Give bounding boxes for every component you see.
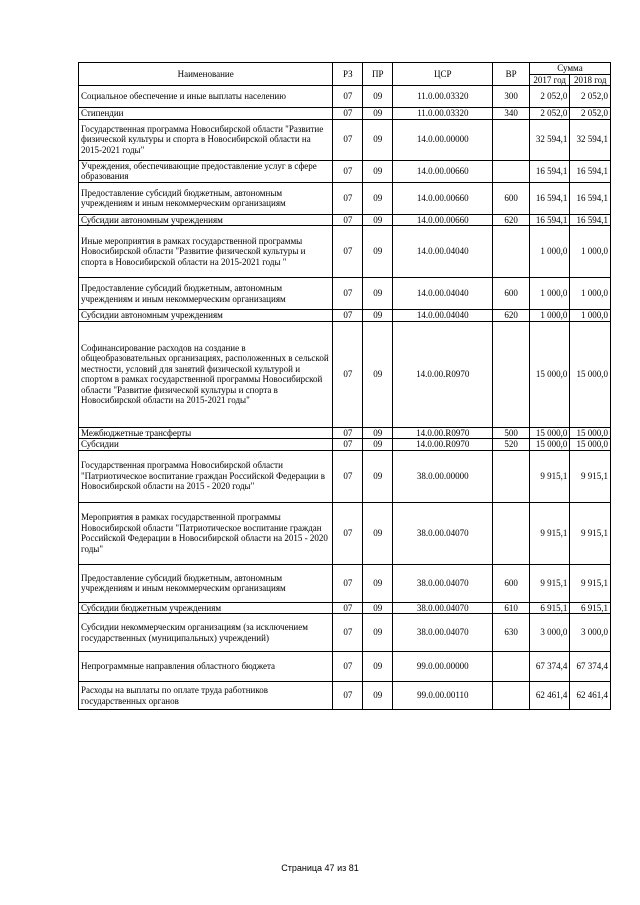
cell-name: Субсидии бюджетным учреждениям [79, 602, 333, 614]
cell-csr: 38.0.00.04070 [393, 602, 493, 614]
cell-sum-2018: 15 000,0 [570, 427, 611, 439]
cell-pr: 09 [363, 226, 393, 278]
table-row [79, 564, 611, 602]
cell-sum-2018: 16 594,1 [570, 160, 611, 182]
cell-vr: 600 [493, 278, 530, 310]
budget-table-container [78, 62, 611, 710]
cell-rz: 07 [333, 310, 363, 322]
cell-name: Учреждения, обеспечивающие предоставление услуг в сфере образования [79, 160, 333, 182]
cell-name: Субсидии автономным учреждениям [79, 214, 333, 226]
cell-name: Государственная программа Новосибирской области "Развитие физической культуры и спорта в Новосибирской области на 2015-2021 годы" [79, 119, 333, 160]
cell-pr: 09 [363, 214, 393, 226]
cell-rz: 07 [333, 86, 363, 108]
cell-rz: 07 [333, 602, 363, 614]
cell-pr: 09 [363, 310, 393, 322]
cell-sum-2018: 15 000,0 [570, 439, 611, 451]
cell-vr [493, 160, 530, 182]
cell-vr: 520 [493, 439, 530, 451]
cell-pr: 09 [363, 602, 393, 614]
cell-csr: 99.0.00.00110 [393, 682, 493, 710]
cell-csr: 38.0.00.04070 [393, 614, 493, 652]
cell-sum-2018: 6 915,1 [570, 602, 611, 614]
cell-pr: 09 [363, 160, 393, 182]
cell-vr: 300 [493, 86, 530, 108]
table-row [79, 119, 611, 160]
cell-sum-2018: 9 915,1 [570, 502, 611, 564]
table-header [79, 63, 611, 86]
table-row [79, 439, 611, 451]
table-row [79, 182, 611, 214]
cell-csr: 14.0.00.00000 [393, 119, 493, 160]
table-body [79, 86, 611, 710]
cell-sum-2017: 9 915,1 [529, 502, 570, 564]
cell-name: Субсидии некоммерческим организациям (за исключением государственных (муниципальных) учреждений) [79, 614, 333, 652]
cell-rz: 07 [333, 614, 363, 652]
cell-csr: 14.0.00.04040 [393, 278, 493, 310]
cell-sum-2017: 2 052,0 [529, 108, 570, 120]
cell-rz: 07 [333, 450, 363, 502]
cell-name: Иные мероприятия в рамках государственной программы Новосибирской области "Развитие физической культуры и спорта в Новосибирской области на 2015-2021 годы " [79, 226, 333, 278]
table-row [79, 86, 611, 108]
header-pr: ПР [363, 63, 393, 86]
cell-sum-2017: 16 594,1 [529, 160, 570, 182]
cell-csr: 99.0.00.00000 [393, 652, 493, 682]
table-row [79, 652, 611, 682]
cell-sum-2017: 9 915,1 [529, 450, 570, 502]
cell-sum-2017: 15 000,0 [529, 439, 570, 451]
cell-sum-2017: 1 000,0 [529, 226, 570, 278]
cell-pr: 09 [363, 119, 393, 160]
cell-sum-2017: 9 915,1 [529, 564, 570, 602]
cell-rz: 07 [333, 427, 363, 439]
cell-rz: 07 [333, 160, 363, 182]
cell-rz: 07 [333, 564, 363, 602]
cell-name: Мероприятия в рамках государственной программы Новосибирской области "Патриотическое воспитание граждан Российской Федерации в Новосибирской области на 2015 - 2020 годы" [79, 502, 333, 564]
cell-name: Социальное обеспечение и иные выплаты населению [79, 86, 333, 108]
cell-pr: 09 [363, 278, 393, 310]
cell-rz: 07 [333, 682, 363, 710]
cell-sum-2017: 6 915,1 [529, 602, 570, 614]
cell-csr: 14.0.00.R0970 [393, 427, 493, 439]
cell-vr [493, 226, 530, 278]
cell-name: Субсидии автономным учреждениям [79, 310, 333, 322]
cell-csr: 11.0.00.03320 [393, 108, 493, 120]
cell-name: Предоставление субсидий бюджетным, автономным учреждениям и иным некоммерческим организациям [79, 564, 333, 602]
cell-vr: 630 [493, 614, 530, 652]
cell-rz: 07 [333, 214, 363, 226]
cell-pr: 09 [363, 86, 393, 108]
cell-rz: 07 [333, 226, 363, 278]
cell-sum-2018: 67 374,4 [570, 652, 611, 682]
cell-sum-2018: 16 594,1 [570, 182, 611, 214]
cell-csr: 14.0.00.00660 [393, 160, 493, 182]
cell-sum-2017: 1 000,0 [529, 310, 570, 322]
cell-rz: 07 [333, 652, 363, 682]
header-year-2018: 2018 год [570, 74, 611, 86]
cell-rz: 07 [333, 182, 363, 214]
header-rz: РЗ [333, 63, 363, 86]
cell-vr: 600 [493, 182, 530, 214]
cell-sum-2017: 2 052,0 [529, 86, 570, 108]
header-year-2017: 2017 год [529, 74, 570, 86]
table-row [79, 427, 611, 439]
header-vr: ВР [493, 63, 530, 86]
cell-csr: 14.0.00.00660 [393, 214, 493, 226]
cell-sum-2018: 2 052,0 [570, 108, 611, 120]
table-row [79, 614, 611, 652]
cell-rz: 07 [333, 321, 363, 427]
cell-sum-2017: 15 000,0 [529, 321, 570, 427]
cell-csr: 11.0.00.03320 [393, 86, 493, 108]
cell-rz: 07 [333, 439, 363, 451]
cell-vr: 610 [493, 602, 530, 614]
cell-sum-2017: 32 594,1 [529, 119, 570, 160]
cell-vr [493, 119, 530, 160]
cell-pr: 09 [363, 682, 393, 710]
cell-sum-2018: 32 594,1 [570, 119, 611, 160]
cell-name: Расходы на выплаты по оплате труда работников государственных органов [79, 682, 333, 710]
header-csr: ЦСР [393, 63, 493, 86]
cell-rz: 07 [333, 502, 363, 564]
table-row [79, 321, 611, 427]
table-row [79, 226, 611, 278]
cell-pr: 09 [363, 108, 393, 120]
cell-vr [493, 502, 530, 564]
cell-rz: 07 [333, 108, 363, 120]
cell-sum-2018: 1 000,0 [570, 310, 611, 322]
cell-sum-2018: 15 000,0 [570, 321, 611, 427]
cell-sum-2017: 16 594,1 [529, 214, 570, 226]
cell-sum-2018: 1 000,0 [570, 278, 611, 310]
cell-vr: 500 [493, 427, 530, 439]
cell-pr: 09 [363, 182, 393, 214]
cell-vr [493, 652, 530, 682]
cell-csr: 14.0.00.R0970 [393, 439, 493, 451]
cell-csr: 14.0.00.04040 [393, 226, 493, 278]
cell-pr: 09 [363, 614, 393, 652]
cell-name: Государственная программа Новосибирской области "Патриотическое воспитание граждан Российской Федерации в Новосибирской области на 2015 - 2020 годы" [79, 450, 333, 502]
cell-name: Непрограммные направления областного бюджета [79, 652, 333, 682]
cell-vr [493, 450, 530, 502]
cell-vr [493, 321, 530, 427]
table-row [79, 502, 611, 564]
cell-vr: 620 [493, 310, 530, 322]
cell-sum-2018: 9 915,1 [570, 564, 611, 602]
table-row [79, 682, 611, 710]
header-name: Наименование [79, 63, 333, 86]
cell-name: Предоставление субсидий бюджетным, автономным учреждениям и иным некоммерческим организациям [79, 182, 333, 214]
cell-pr: 09 [363, 321, 393, 427]
table-row [79, 160, 611, 182]
cell-pr: 09 [363, 652, 393, 682]
cell-vr [493, 682, 530, 710]
cell-rz: 07 [333, 278, 363, 310]
cell-pr: 09 [363, 450, 393, 502]
table-row [79, 214, 611, 226]
cell-pr: 09 [363, 439, 393, 451]
cell-vr: 620 [493, 214, 530, 226]
cell-sum-2017: 67 374,4 [529, 652, 570, 682]
table-row [79, 310, 611, 322]
cell-vr: 600 [493, 564, 530, 602]
cell-csr: 38.0.00.04070 [393, 564, 493, 602]
cell-rz: 07 [333, 119, 363, 160]
cell-csr: 14.0.00.04040 [393, 310, 493, 322]
cell-name: Софинансирование расходов на создание в общеобразовательных организациях, расположенных в сельской местности, условий для занятий физической культурой и спортом в рамках государственной программы Новосибирской области "Развитие физической культуры и спорта в Новосибирской области на 2015-2021 годы" [79, 321, 333, 427]
page-number: Страница 47 из 81 [281, 863, 359, 873]
table-row [79, 602, 611, 614]
cell-sum-2018: 62 461,4 [570, 682, 611, 710]
cell-pr: 09 [363, 564, 393, 602]
cell-sum-2018: 3 000,0 [570, 614, 611, 652]
cell-pr: 09 [363, 427, 393, 439]
cell-sum-2017: 15 000,0 [529, 427, 570, 439]
table-row [79, 450, 611, 502]
cell-name: Предоставление субсидий бюджетным, автономным учреждениям и иным некоммерческим организациям [79, 278, 333, 310]
cell-sum-2018: 16 594,1 [570, 214, 611, 226]
table-row [79, 278, 611, 310]
cell-sum-2017: 16 594,1 [529, 182, 570, 214]
budget-table [78, 62, 611, 710]
table-row [79, 108, 611, 120]
cell-csr: 38.0.00.00000 [393, 450, 493, 502]
cell-csr: 14.0.00.R0970 [393, 321, 493, 427]
cell-sum-2018: 1 000,0 [570, 226, 611, 278]
cell-name: Субсидии [79, 439, 333, 451]
cell-sum-2018: 9 915,1 [570, 450, 611, 502]
cell-sum-2017: 62 461,4 [529, 682, 570, 710]
cell-sum-2017: 3 000,0 [529, 614, 570, 652]
cell-sum-2018: 2 052,0 [570, 86, 611, 108]
cell-pr: 09 [363, 502, 393, 564]
cell-vr: 340 [493, 108, 530, 120]
cell-name: Стипендии [79, 108, 333, 120]
cell-csr: 38.0.00.04070 [393, 502, 493, 564]
cell-sum-2017: 1 000,0 [529, 278, 570, 310]
header-sum: Сумма [529, 63, 610, 75]
cell-name: Межбюджетные трансферты [79, 427, 333, 439]
cell-csr: 14.0.00.00660 [393, 182, 493, 214]
